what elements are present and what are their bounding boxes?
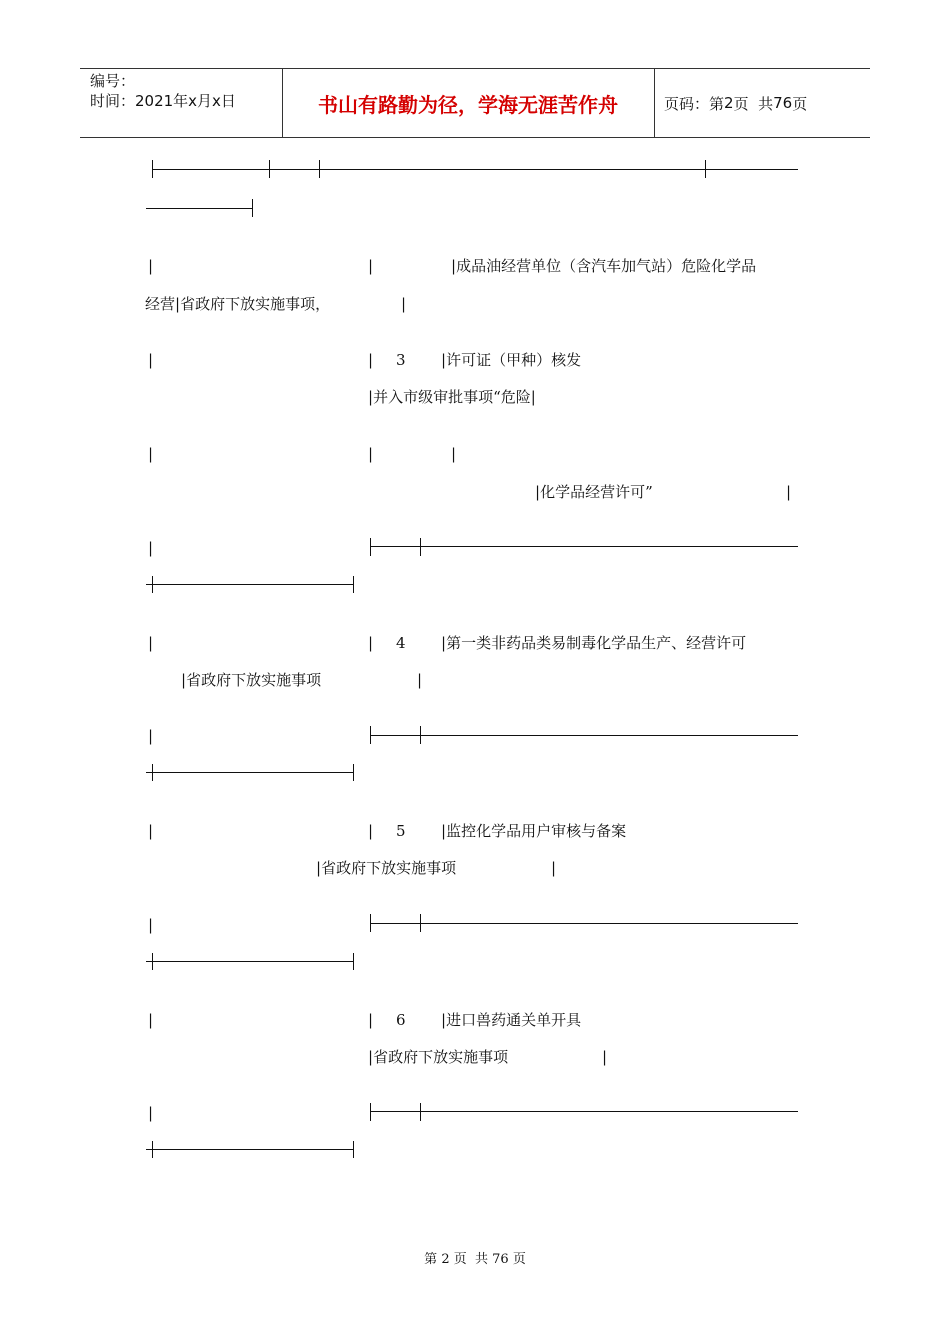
header-page-info — [664, 69, 807, 137]
table-row: |省政府下放实施事项 — [316, 859, 457, 877]
cell-border: | — [368, 257, 374, 275]
cell-border: | — [368, 1011, 374, 1029]
cell-border: | — [148, 1011, 154, 1029]
table-row: |省政府下放实施事项 — [368, 1048, 509, 1066]
row-separator — [420, 538, 421, 556]
table-row: 经营|省政府下放实施事项， — [145, 295, 331, 313]
row-separator — [353, 576, 354, 593]
row-separator — [370, 923, 798, 924]
item-text: 进口兽药通关单开具 — [446, 1011, 582, 1029]
row-separator — [370, 538, 371, 556]
cell-border: | — [148, 257, 154, 275]
item-text: 监控化学品用户审核与备案 — [446, 822, 627, 840]
table-row: |并入市级审批事项“危险| — [368, 388, 536, 406]
cell-border: | — [551, 859, 557, 877]
note-text: 省政府下放实施事项 — [321, 859, 457, 877]
header-motto: 书山有路勤为径，学海无涯苦作舟 — [318, 92, 618, 117]
row-separator — [353, 764, 354, 781]
row-index: 6 — [396, 1011, 406, 1029]
page-footer — [0, 1248, 950, 1267]
page-label: 页码：第 — [664, 94, 725, 113]
row-separator — [152, 953, 153, 970]
row-separator — [370, 1111, 798, 1112]
footer-page: 2 — [441, 1252, 450, 1267]
cell-border: | — [148, 539, 154, 557]
row-separator — [146, 1149, 353, 1150]
cell-border: | — [368, 634, 374, 652]
row-index: 3 — [396, 351, 406, 369]
table-row: |化学品经营许可” — [535, 483, 653, 501]
page-header — [80, 68, 870, 138]
note-text: 省政府下放实施事项， — [180, 295, 331, 313]
cell-border: | — [148, 1104, 154, 1122]
row-separator — [420, 726, 421, 744]
row-separator — [146, 772, 353, 773]
cell-border: | — [148, 822, 154, 840]
serial-label: 编号： — [90, 72, 136, 90]
table-border — [319, 160, 320, 178]
cell-border: | — [148, 727, 154, 745]
note-text: 并入市级审批事项“危险 — [373, 388, 531, 406]
row-separator — [420, 914, 421, 932]
row-separator — [152, 764, 153, 781]
note-text-continued: 化学品经营许可” — [540, 483, 653, 501]
table-border — [269, 160, 270, 178]
row-separator — [353, 1141, 354, 1158]
table-row: |进口兽药通关单开具 — [441, 1011, 582, 1029]
footer-suffix: 页 — [512, 1252, 526, 1267]
row-separator — [152, 1141, 153, 1158]
table-row: |监控化学品用户审核与备案 — [441, 822, 627, 840]
note-text: 省政府下放实施事项 — [373, 1048, 509, 1066]
row-separator — [152, 576, 153, 593]
table-row: |省政府下放实施事项 — [181, 671, 322, 689]
footer-prefix: 第 — [424, 1252, 438, 1267]
cell-border: | — [148, 351, 154, 369]
item-text: 成品油经营单位（含汽车加气站）危险化学品 — [456, 257, 757, 275]
cell-border: | — [401, 295, 407, 313]
table-border — [152, 169, 798, 170]
table-border — [252, 199, 253, 217]
table-border — [705, 160, 706, 178]
footer-total: 76 — [492, 1252, 509, 1267]
cell-border: | — [786, 483, 792, 501]
page-number: 2 — [724, 94, 734, 112]
row-index: 4 — [396, 634, 406, 652]
page-mid: 页 共 — [733, 94, 774, 113]
note-text: 省政府下放实施事项 — [186, 671, 322, 689]
row-separator — [370, 1103, 371, 1121]
cell-border: | — [148, 445, 154, 463]
cell-border: | — [417, 671, 423, 689]
time-label: 时间：2021年x月x日 — [90, 92, 236, 110]
table-row: |许可证（甲种）核发 — [441, 351, 582, 369]
cell-border: | — [368, 445, 374, 463]
page-end: 页 — [792, 94, 808, 113]
row-separator — [353, 953, 354, 970]
cell-border: | — [368, 822, 374, 840]
table-row: |第一类非药品类易制毒化学品生产、经营许可 — [441, 634, 747, 652]
table-border — [146, 208, 252, 209]
cell-border: | — [148, 916, 154, 934]
row-separator — [370, 735, 798, 736]
row-separator — [370, 546, 798, 547]
row-separator — [420, 1103, 421, 1121]
footer-mid: 页 共 — [453, 1252, 488, 1267]
row-separator — [146, 584, 353, 585]
item-text: 许可证（甲种）核发 — [446, 351, 582, 369]
cell-border: | — [451, 445, 457, 463]
table-row: |成品油经营单位（含汽车加气站）危险化学品 — [451, 257, 757, 275]
header-divider — [654, 69, 655, 137]
row-separator — [146, 961, 353, 962]
item-text-continued: 经营 — [145, 295, 176, 313]
item-text: 第一类非药品类易制毒化学品生产、经营许可 — [446, 634, 747, 652]
header-meta — [90, 71, 236, 111]
cell-border: | — [368, 351, 374, 369]
page-total: 76 — [773, 94, 793, 112]
cell-border: | — [148, 634, 154, 652]
cell-border: | — [602, 1048, 608, 1066]
row-index: 5 — [396, 822, 406, 840]
